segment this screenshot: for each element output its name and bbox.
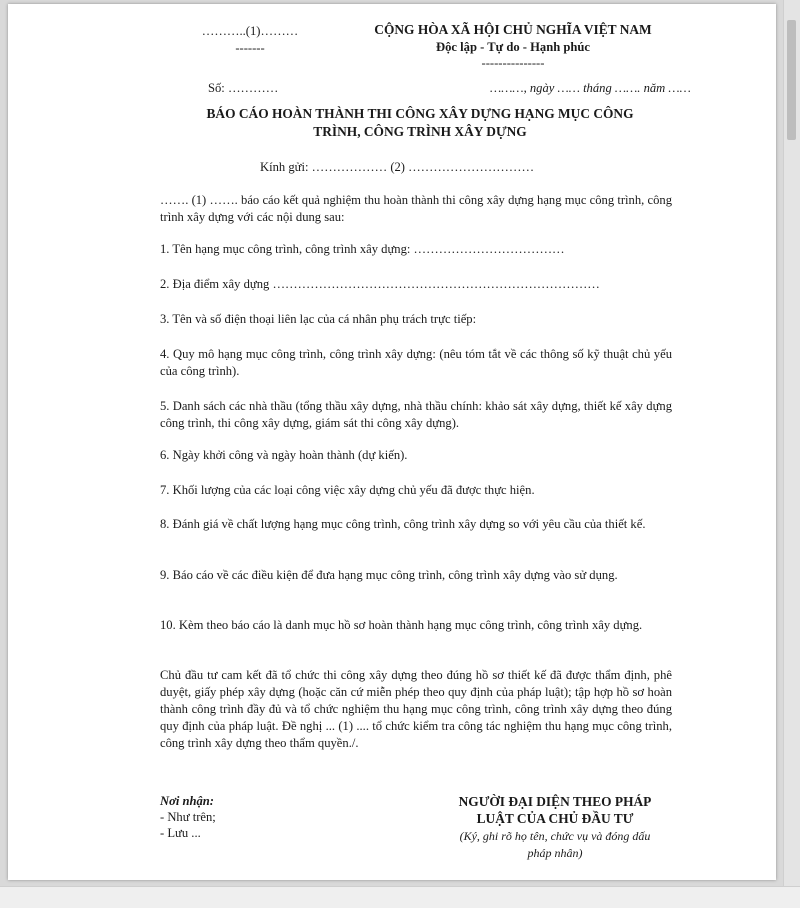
item-10: 10. Kèm theo báo cáo là danh mục hồ sơ hoàn thành hạng mục công trình, công trình xây dựng. [160,618,643,632]
document-title-line2: TRÌNH, CÔNG TRÌNH XÂY DỰNG [313,124,527,139]
status-bar [0,886,800,908]
nation-name: CỘNG HÒA XÃ HỘI CHỦ NGHĨA VIỆT NAM [374,22,652,37]
item-8: 8. Đánh giá về chất lượng hạng mục công trình, công trình xây dựng so với yêu cầu của thiết kế. [160,517,646,531]
item-1: 1. Tên hạng mục công trình, công trình xây dựng: ……………………………… [160,242,565,256]
intro-paragraph: ……. (1) ……. báo cáo kết quả nghiệm thu hoàn thành thi công xây dựng hạng mục công trình, công trình xây dựng với các nội dung sau: [160,193,672,224]
agency-placeholder: ………..(1)……… [201,24,299,38]
item-6: 6. Ngày khởi công và ngày hoàn thành (dự kiến). [160,448,408,462]
recipient-item-2: - Lưu ... [160,826,201,840]
recipient-line: Kính gửi: ……………… (2) ………………………… [260,160,535,174]
document-page [8,4,776,880]
agency-divider: ------- [235,41,265,55]
nation-motto: Độc lập - Tự do - Hạnh phúc [436,40,590,54]
commitment-paragraph: Chủ đầu tư cam kết đã tổ chức thi công xây dựng theo đúng hồ sơ thiết kế đã được thẩm định, phê duyệt, giấy phép xây dựng (hoặc căn cứ miễn phép theo quy định của pháp luật); tập hợp hồ sơ hoàn thành công trình đầy đủ và tổ chức nghiệm thu hạng mục công trình, công trình xây dựng theo đúng quy định của pháp luật. Đề nghị ... (1) .... tổ chức kiểm tra công tác nghiệm thu hạng mục công trình, công trình xây dựng theo thẩm quyền./. [160,668,672,750]
signer-note-line2: pháp nhân) [527,846,583,860]
recipient-item-1: - Như trên; [160,810,216,824]
vertical-scrollbar[interactable] [783,0,800,886]
item-7: 7. Khối lượng của các loại công việc xây dựng chủ yếu đã được thực hiện. [160,483,535,497]
recipients-heading: Nơi nhận: [160,794,215,808]
motto-divider: --------------- [481,56,545,70]
document-date: ………, ngày …… tháng ……. năm …… [490,81,691,95]
signer-title-line2: LUẬT CỦA CHỦ ĐẦU TƯ [476,811,634,826]
item-2: 2. Địa điểm xây dựng …………………………………………………………………… [160,277,600,291]
scrollbar-thumb[interactable] [787,20,796,140]
item-9: 9. Báo cáo về các điều kiện để đưa hạng mục công trình, công trình xây dựng vào sử dụng. [160,568,618,582]
document-number: Số: ………… [208,81,279,95]
signer-note-line1: (Ký, ghi rõ họ tên, chức vụ và đóng dấu [459,829,651,843]
document-title-line1: BÁO CÁO HOÀN THÀNH THI CÔNG XÂY DỰNG HẠNG MỤC CÔNG [206,106,634,121]
item-3: 3. Tên và số điện thoại liên lạc của cá nhân phụ trách trực tiếp: [160,312,477,326]
item-5: 5. Danh sách các nhà thầu (tổng thầu xây dựng, nhà thầu chính: khảo sát xây dựng, thiết kế xây dựng công trình, thi công xây dựng, giám sát thi công xây dựng). [160,399,672,430]
signer-title-line1: NGƯỜI ĐẠI DIỆN THEO PHÁP [458,794,652,809]
item-4: 4. Quy mô hạng mục công trình, công trình xây dựng: (nêu tóm tắt về các thông số kỹ thuật chủ yếu của công trình). [160,347,672,378]
